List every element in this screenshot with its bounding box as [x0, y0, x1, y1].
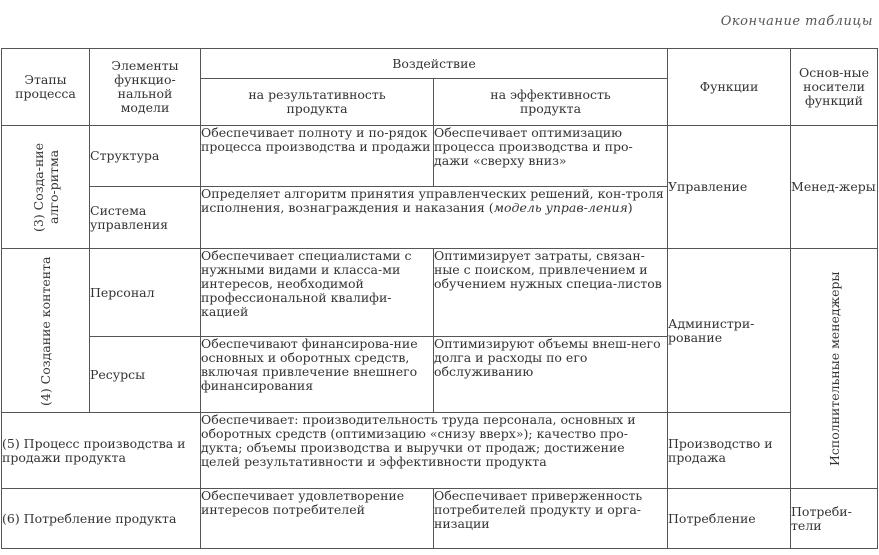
element-resources: [90, 337, 201, 413]
stage-6-cell: [2, 489, 201, 549]
function-production: [668, 413, 791, 489]
management-system-text-cell: [201, 187, 668, 249]
header-impact-result-label: на результативность продукта: [248, 87, 386, 116]
structure-result-text: Обеспечивает полноту и по-рядок процесса производства и продажи: [201, 125, 431, 154]
carrier-executive-managers-label: Исполнительные менеджеры: [826, 271, 842, 466]
stage-4-label: (4) Создание контента: [38, 255, 53, 406]
table-caption: Окончание таблицы: [720, 14, 873, 29]
header-functions-label: Функции: [699, 79, 759, 94]
resources-result-text: Обеспечивают финансирова-ние основных и оборотных средств, включая привлечение внешнего финансирования: [201, 336, 418, 393]
stage-3-cell: [2, 126, 90, 249]
element-management-system: [90, 187, 201, 249]
resources-efficiency-cell: [434, 337, 668, 413]
stage-5-text-cell: [201, 413, 668, 489]
functional-model-table: [1, 48, 878, 549]
function-administration-label: Администри-рование: [668, 315, 755, 345]
function-management: [668, 126, 791, 249]
element-personnel: [90, 249, 201, 337]
carrier-managers-label: Менед-жеры: [791, 179, 876, 194]
management-system-text: Определяет алгоритм принятия управленческих решений, кон-троля исполнения, вознаграждения и наказания (: [201, 186, 664, 215]
element-personnel-label: Персонал: [90, 284, 155, 300]
carrier-consumers-label: Потреби-тели: [791, 503, 852, 533]
stage-5-cell: [2, 413, 201, 489]
structure-efficiency-cell: [434, 126, 668, 187]
header-impact-result: [201, 79, 434, 126]
header-impact-efficiency-label: на эффективность продукта: [490, 87, 611, 116]
carrier-executive-managers: [791, 249, 878, 489]
stage-6-efficiency-cell: [434, 489, 668, 549]
resources-efficiency-text: Оптимизируют объемы внеш-него долга и расходы по его обслуживанию: [434, 336, 661, 379]
stage-6-result-cell: [201, 489, 434, 549]
management-system-close: ): [627, 200, 633, 215]
personnel-efficiency-text: Оптимизирует затраты, связан-ные с поиском, привлечением и обучением нужных специа-листов: [434, 248, 662, 291]
stage-6-result-text: Обеспечивает удовлетворение интересов потребителей: [201, 488, 405, 517]
function-consumption-label: Потребление: [668, 510, 756, 526]
header-functions: [668, 49, 791, 126]
element-management-system-label: Система управления: [90, 202, 169, 232]
function-production-label: Производство и продажа: [668, 435, 773, 465]
personnel-result-cell: [201, 249, 434, 337]
header-elements: [90, 49, 201, 126]
function-management-label: Управление: [668, 179, 748, 194]
stage-6-label: (6) Потребление продукта: [2, 510, 177, 526]
header-elements-label: Элементы функцио-нальной модели: [111, 58, 179, 115]
personnel-efficiency-cell: [434, 249, 668, 337]
header-stages: [2, 49, 90, 126]
header-impact: [201, 49, 668, 79]
stage-3-label: (3) Созда-ние алго-ритма: [30, 142, 61, 232]
header-impact-label: Воздействие: [392, 55, 476, 71]
stage-5-text: Обеспечивает: производительность труда персонала, основных и оборотных средств (оптимизацию «снизу вверх»); качество про-дукта; объемы производства и выручки от продаж; достижение целей результативности и эффективности продукта: [201, 412, 636, 469]
management-system-model: модель управ-ления: [493, 200, 628, 215]
element-resources-label: Ресурсы: [90, 366, 146, 382]
header-carriers: [791, 49, 878, 126]
element-structure-label: Структура: [90, 148, 160, 163]
stage-5-label: (5) Процесс производства и продажи продукта: [2, 435, 186, 465]
structure-efficiency-text: Обеспечивает оптимизацию процесса производства и про-дажи «сверху вниз»: [434, 125, 633, 168]
personnel-result-text: Обеспечивает специалистами с нужными видами и класса-ми интересов, необходимой профессиональной квалифи-кацией: [201, 248, 412, 319]
resources-result-cell: [201, 337, 434, 413]
carrier-managers: [791, 126, 878, 249]
stage-6-efficiency-text: Обеспечивает приверженность потребителей продукту и орга-низации: [434, 488, 643, 531]
header-stages-label: Этапы процесса: [15, 72, 76, 101]
header-impact-efficiency: [434, 79, 668, 126]
carrier-consumers: [791, 489, 878, 549]
function-consumption: [668, 489, 791, 549]
structure-result-cell: [201, 126, 434, 187]
header-carriers-label: Основ-ные носители функций: [798, 65, 870, 108]
stage-4-cell: [2, 249, 90, 413]
function-administration: [668, 249, 791, 413]
element-structure: [90, 126, 201, 187]
